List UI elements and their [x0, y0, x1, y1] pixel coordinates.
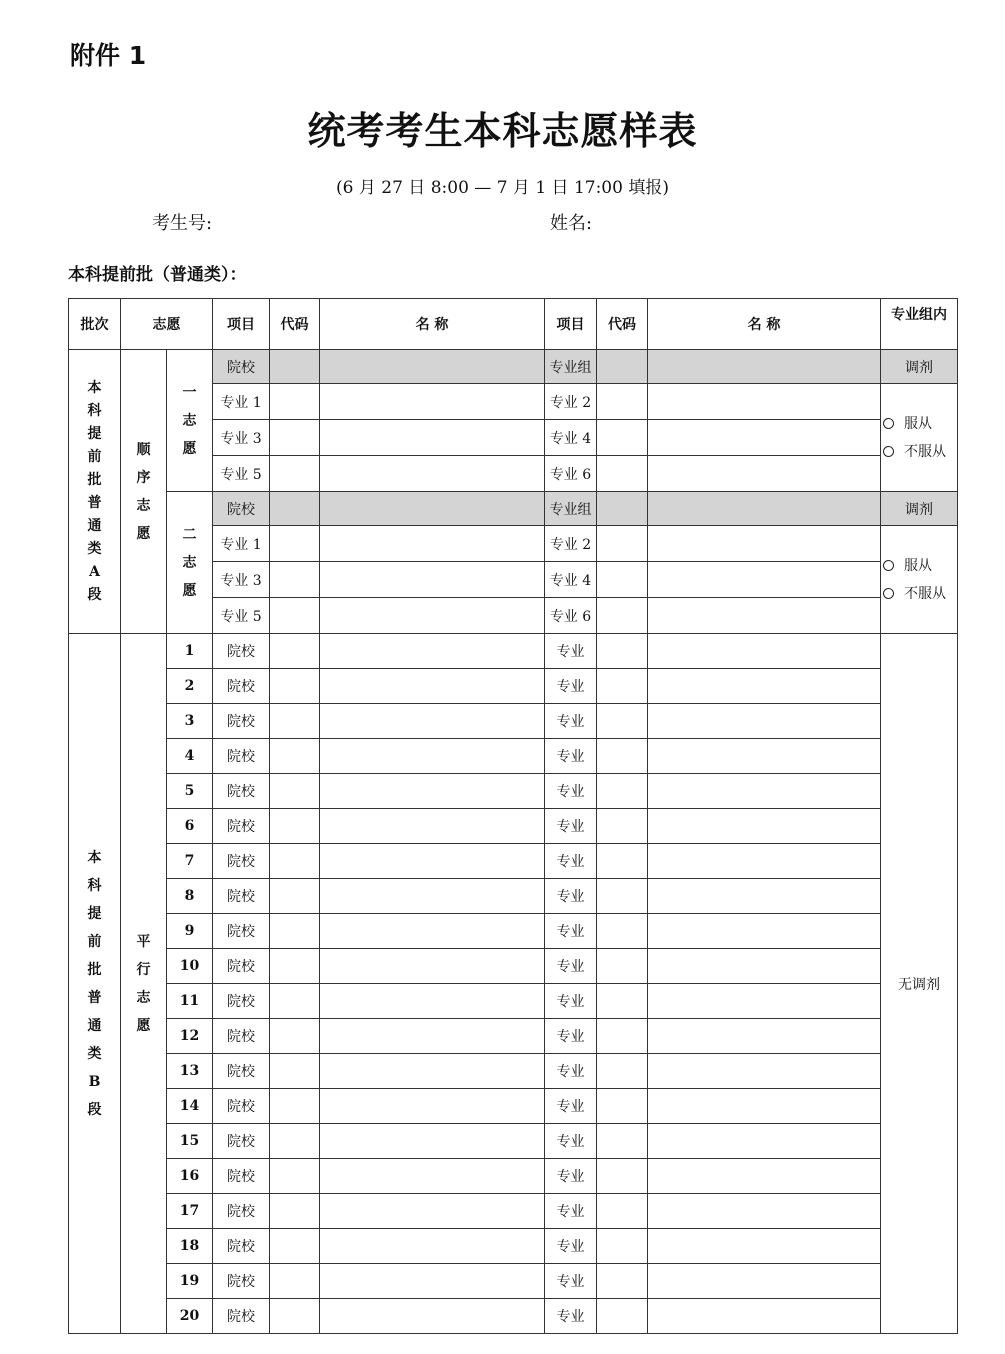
parallel-choice-row	[69, 1264, 958, 1299]
header-item: 项目	[213, 299, 270, 350]
major-name-input[interactable]	[648, 669, 881, 704]
school-code-input[interactable]	[270, 1054, 320, 1089]
choice-number: 1	[167, 634, 213, 669]
major-code-input-right[interactable]	[597, 562, 648, 598]
school-code-input[interactable]	[270, 1019, 320, 1054]
choice-number: 18	[167, 1229, 213, 1264]
school-label: 院校	[213, 1054, 270, 1089]
school-label: 院校	[213, 492, 270, 526]
school-name-input[interactable]	[320, 1229, 545, 1264]
school-name-input[interactable]	[320, 492, 545, 526]
school-name-input[interactable]	[320, 1159, 545, 1194]
school-name-input[interactable]	[320, 1019, 545, 1054]
major-code-input[interactable]	[597, 669, 648, 704]
major-label: 专业	[545, 739, 597, 774]
parallel-choice-row	[69, 1019, 958, 1054]
choice-number: 20	[167, 1299, 213, 1334]
major-code-input[interactable]	[597, 1194, 648, 1229]
school-label: 院校	[213, 1194, 270, 1229]
major-code-input[interactable]	[597, 704, 648, 739]
major-label-left: 专业 1	[213, 384, 270, 420]
school-code-input[interactable]	[270, 949, 320, 984]
major-label: 专业	[545, 1194, 597, 1229]
choice-number: 4	[167, 739, 213, 774]
major-label: 专业	[545, 1019, 597, 1054]
header-choice: 志愿	[121, 299, 213, 350]
major-label-right: 专业 6	[545, 598, 597, 634]
major-name-input[interactable]	[648, 984, 881, 1019]
parallel-choice-row	[69, 809, 958, 844]
major-code-input[interactable]	[597, 879, 648, 914]
parallel-choice-row	[69, 949, 958, 984]
school-code-input[interactable]	[270, 739, 320, 774]
candidate-name-label: 姓名:	[550, 213, 593, 234]
major-name-input[interactable]	[648, 739, 881, 774]
radio-circle-icon[interactable]	[883, 560, 894, 571]
major-name-input-left[interactable]	[320, 420, 545, 456]
major-label: 专业	[545, 914, 597, 949]
choice-number: 8	[167, 879, 213, 914]
school-label: 院校	[213, 1019, 270, 1054]
major-code-input[interactable]	[597, 1159, 648, 1194]
school-name-input[interactable]	[320, 949, 545, 984]
adjust-label: 调剂	[881, 350, 958, 384]
school-name-input[interactable]	[320, 1194, 545, 1229]
candidate-number-label: 考生号:	[152, 213, 213, 234]
school-name-input[interactable]	[320, 879, 545, 914]
parallel-choice-row	[69, 879, 958, 914]
parallel-choice-row	[69, 984, 958, 1019]
choice-1-cell	[167, 350, 213, 492]
attachment-label: 附件 1	[70, 41, 147, 70]
school-code-input[interactable]	[270, 1264, 320, 1299]
major-code-input[interactable]	[597, 634, 648, 669]
choice-number: 15	[167, 1124, 213, 1159]
major-name-input-right[interactable]	[648, 420, 881, 456]
school-label: 院校	[213, 1124, 270, 1159]
school-code-input[interactable]	[270, 1159, 320, 1194]
school-code-input[interactable]	[270, 1124, 320, 1159]
choice-number: 12	[167, 1019, 213, 1054]
major-code-input[interactable]	[597, 1054, 648, 1089]
major-name-input-right[interactable]	[648, 598, 881, 634]
major-code-input[interactable]	[597, 1264, 648, 1299]
header-batch: 批次	[69, 299, 121, 350]
major-code-input-left[interactable]	[270, 420, 320, 456]
major-name-input[interactable]	[648, 809, 881, 844]
major-label: 专业	[545, 1264, 597, 1299]
school-label: 院校	[213, 1299, 270, 1334]
choice-number: 17	[167, 1194, 213, 1229]
major-code-input-right[interactable]	[597, 598, 648, 634]
major-name-input[interactable]	[648, 634, 881, 669]
segment-b-batch	[69, 634, 121, 1334]
major-name-input[interactable]	[648, 704, 881, 739]
school-code-input[interactable]	[270, 984, 320, 1019]
obey-option[interactable]	[883, 552, 957, 580]
school-name-input[interactable]	[320, 669, 545, 704]
school-code-input[interactable]	[270, 634, 320, 669]
segment-b-choice-type-label: 平行志愿	[136, 933, 151, 1034]
major-code-input[interactable]	[597, 809, 648, 844]
school-code-input[interactable]	[270, 809, 320, 844]
choice-1-label: 一志愿	[182, 384, 197, 457]
choice-number: 9	[167, 914, 213, 949]
major-label: 专业	[545, 879, 597, 914]
school-label: 院校	[213, 809, 270, 844]
major-code-input[interactable]	[597, 949, 648, 984]
school-name-input[interactable]	[320, 1299, 545, 1334]
school-label: 院校	[213, 1089, 270, 1124]
major-label: 专业	[545, 669, 597, 704]
major-name-input-right[interactable]	[648, 562, 881, 598]
school-label: 院校	[213, 984, 270, 1019]
major-code-input-left[interactable]	[270, 562, 320, 598]
school-label: 院校	[213, 949, 270, 984]
major-code-input-left[interactable]	[270, 384, 320, 420]
school-label: 院校	[213, 634, 270, 669]
obey-option[interactable]	[883, 410, 957, 438]
school-label: 院校	[213, 844, 270, 879]
school-code-input[interactable]	[270, 350, 320, 384]
parallel-choice-row	[69, 1229, 958, 1264]
adjust-label: 调剂	[881, 492, 958, 526]
major-name-input-right[interactable]	[648, 384, 881, 420]
not-obey-option[interactable]	[883, 580, 957, 608]
header-code: 代码	[270, 299, 320, 350]
school-name-input[interactable]	[320, 1264, 545, 1299]
major-name-input-left[interactable]	[320, 456, 545, 492]
major-label-left: 专业 3	[213, 420, 270, 456]
major-code-input[interactable]	[597, 984, 648, 1019]
not-obey-option[interactable]	[883, 438, 957, 466]
major-name-input[interactable]	[648, 844, 881, 879]
header-major-group: 专业组内	[881, 299, 958, 350]
major-name-input[interactable]	[648, 914, 881, 949]
segment-b-choice-type	[121, 634, 167, 1334]
major-name-input[interactable]	[648, 1299, 881, 1334]
school-code-input[interactable]	[270, 492, 320, 526]
major-group-name-input[interactable]	[648, 350, 881, 384]
major-group-label: 专业组	[545, 492, 597, 526]
school-label: 院校	[213, 669, 270, 704]
school-name-input[interactable]	[320, 739, 545, 774]
parallel-choice-row	[69, 914, 958, 949]
major-name-input[interactable]	[648, 1229, 881, 1264]
section-title: 本科提前批（普通类）：	[68, 265, 247, 285]
major-code-input-right[interactable]	[597, 456, 648, 492]
major-code-input[interactable]	[597, 739, 648, 774]
choice-2-label: 二志愿	[182, 526, 197, 599]
school-code-input[interactable]	[270, 1194, 320, 1229]
school-code-input[interactable]	[270, 669, 320, 704]
parallel-choice-row	[69, 1089, 958, 1124]
major-label: 专业	[545, 844, 597, 879]
major-code-input-left[interactable]	[270, 456, 320, 492]
choice-number: 19	[167, 1264, 213, 1299]
major-group-code-input[interactable]	[597, 350, 648, 384]
parallel-choice-row	[69, 704, 958, 739]
school-code-input[interactable]	[270, 1229, 320, 1264]
segment-b-batch-label: 本科提前批普通类B段	[87, 849, 102, 1118]
school-label: 院校	[213, 704, 270, 739]
major-name-input[interactable]	[648, 879, 881, 914]
major-label: 专业	[545, 1229, 597, 1264]
choice-number: 13	[167, 1054, 213, 1089]
header-name: 名 称	[320, 299, 545, 350]
choice-number: 11	[167, 984, 213, 1019]
major-name-input-left[interactable]	[320, 526, 545, 562]
major-name-input-right[interactable]	[648, 456, 881, 492]
choice-number: 7	[167, 844, 213, 879]
major-name-input[interactable]	[648, 774, 881, 809]
choice-number: 10	[167, 949, 213, 984]
radio-circle-icon[interactable]	[883, 588, 894, 599]
school-name-input[interactable]	[320, 844, 545, 879]
major-code-input-right[interactable]	[597, 526, 648, 562]
school-name-input[interactable]	[320, 984, 545, 1019]
major-name-input-right[interactable]	[648, 526, 881, 562]
major-code-input[interactable]	[597, 844, 648, 879]
major-label: 专业	[545, 984, 597, 1019]
school-name-input[interactable]	[320, 774, 545, 809]
major-name-input-left[interactable]	[320, 598, 545, 634]
choice-number: 16	[167, 1159, 213, 1194]
parallel-choice-row	[69, 634, 958, 669]
major-name-input[interactable]	[648, 1264, 881, 1299]
major-label: 专业	[545, 634, 597, 669]
major-label: 专业	[545, 1089, 597, 1124]
choice-1-school-row	[69, 350, 958, 384]
major-label: 专业	[545, 949, 597, 984]
not-obey-label: 不服从	[904, 443, 946, 460]
major-code-input-left[interactable]	[270, 598, 320, 634]
choice-2-cell	[167, 492, 213, 634]
major-name-input[interactable]	[648, 949, 881, 984]
school-label: 院校	[213, 774, 270, 809]
school-label: 院校	[213, 739, 270, 774]
parallel-choice-row	[69, 739, 958, 774]
major-label-right: 专业 2	[545, 526, 597, 562]
major-label: 专业	[545, 1124, 597, 1159]
major-group-label: 专业组	[545, 350, 597, 384]
adjust-options	[881, 384, 958, 492]
choice-number: 2	[167, 669, 213, 704]
parallel-choice-row	[69, 669, 958, 704]
major-name-input[interactable]	[648, 1194, 881, 1229]
major-code-input[interactable]	[597, 1229, 648, 1264]
major-label-right: 专业 2	[545, 384, 597, 420]
major-name-input[interactable]	[648, 1089, 881, 1124]
school-name-input[interactable]	[320, 1124, 545, 1159]
school-code-input[interactable]	[270, 1299, 320, 1334]
radio-circle-icon[interactable]	[883, 418, 894, 429]
major-label: 专业	[545, 809, 597, 844]
segment-a-batch	[69, 350, 121, 634]
parallel-choice-row	[69, 1159, 958, 1194]
major-name-input[interactable]	[648, 1124, 881, 1159]
header-code-2: 代码	[597, 299, 648, 350]
major-label: 专业	[545, 774, 597, 809]
adjust-options	[881, 526, 958, 634]
major-code-input-right[interactable]	[597, 420, 648, 456]
major-label: 专业	[545, 1054, 597, 1089]
parallel-choice-row	[69, 1054, 958, 1089]
school-name-input[interactable]	[320, 914, 545, 949]
major-name-input-left[interactable]	[320, 384, 545, 420]
segment-a-batch-label: 本科提前批普通类A段	[87, 379, 102, 603]
not-obey-label: 不服从	[904, 585, 946, 602]
major-group-name-input[interactable]	[648, 492, 881, 526]
choice-2-school-row	[69, 492, 958, 526]
obey-label: 服从	[904, 557, 932, 574]
major-label-left: 专业 1	[213, 526, 270, 562]
parallel-choice-row	[69, 1299, 958, 1334]
major-code-input[interactable]	[597, 1299, 648, 1334]
school-name-input[interactable]	[320, 809, 545, 844]
choice-number: 14	[167, 1089, 213, 1124]
no-adjust-label: 无调剂	[881, 634, 958, 1334]
major-label-left: 专业 3	[213, 562, 270, 598]
major-name-input[interactable]	[648, 1159, 881, 1194]
parallel-choice-row	[69, 1194, 958, 1229]
school-name-input[interactable]	[320, 634, 545, 669]
obey-label: 服从	[904, 415, 932, 432]
major-label-left: 专业 5	[213, 598, 270, 634]
major-code-input-left[interactable]	[270, 526, 320, 562]
major-code-input[interactable]	[597, 1089, 648, 1124]
major-name-input[interactable]	[648, 1019, 881, 1054]
school-name-input[interactable]	[320, 350, 545, 384]
school-label: 院校	[213, 1264, 270, 1299]
page-title: 统考考生本科志愿样表	[307, 108, 698, 153]
school-code-input[interactable]	[270, 879, 320, 914]
application-form-table	[68, 298, 958, 1334]
major-label-right: 专业 6	[545, 456, 597, 492]
radio-circle-icon[interactable]	[883, 446, 894, 457]
major-name-input-left[interactable]	[320, 562, 545, 598]
school-code-input[interactable]	[270, 1089, 320, 1124]
major-label-right: 专业 4	[545, 420, 597, 456]
school-label: 院校	[213, 879, 270, 914]
choice-number: 6	[167, 809, 213, 844]
header-row	[69, 299, 958, 350]
header-item-2: 项目	[545, 299, 597, 350]
major-label-left: 专业 5	[213, 456, 270, 492]
parallel-choice-row	[69, 774, 958, 809]
school-label: 院校	[213, 1159, 270, 1194]
major-label: 专业	[545, 704, 597, 739]
major-name-input[interactable]	[648, 1054, 881, 1089]
parallel-choice-row	[69, 1124, 958, 1159]
major-label: 专业	[545, 1299, 597, 1334]
major-code-input[interactable]	[597, 1124, 648, 1159]
major-group-code-input[interactable]	[597, 492, 648, 526]
parallel-choice-row	[69, 844, 958, 879]
school-code-input[interactable]	[270, 844, 320, 879]
major-label: 专业	[545, 1159, 597, 1194]
choice-number: 5	[167, 774, 213, 809]
school-code-input[interactable]	[270, 704, 320, 739]
segment-a-choice-type	[121, 350, 167, 634]
header-name-2: 名 称	[648, 299, 881, 350]
major-code-input[interactable]	[597, 914, 648, 949]
fill-period: (6 月 27 日 8:00 — 7 月 1 日 17:00 填报)	[336, 178, 669, 198]
school-label: 院校	[213, 914, 270, 949]
school-label: 院校	[213, 350, 270, 384]
major-code-input-right[interactable]	[597, 384, 648, 420]
major-code-input[interactable]	[597, 774, 648, 809]
school-name-input[interactable]	[320, 1089, 545, 1124]
school-code-input[interactable]	[270, 774, 320, 809]
school-name-input[interactable]	[320, 1054, 545, 1089]
choice-number: 3	[167, 704, 213, 739]
school-name-input[interactable]	[320, 704, 545, 739]
school-code-input[interactable]	[270, 914, 320, 949]
school-label: 院校	[213, 1229, 270, 1264]
segment-a-choice-type-label: 顺序志愿	[136, 441, 151, 542]
major-code-input[interactable]	[597, 1019, 648, 1054]
major-label-right: 专业 4	[545, 562, 597, 598]
